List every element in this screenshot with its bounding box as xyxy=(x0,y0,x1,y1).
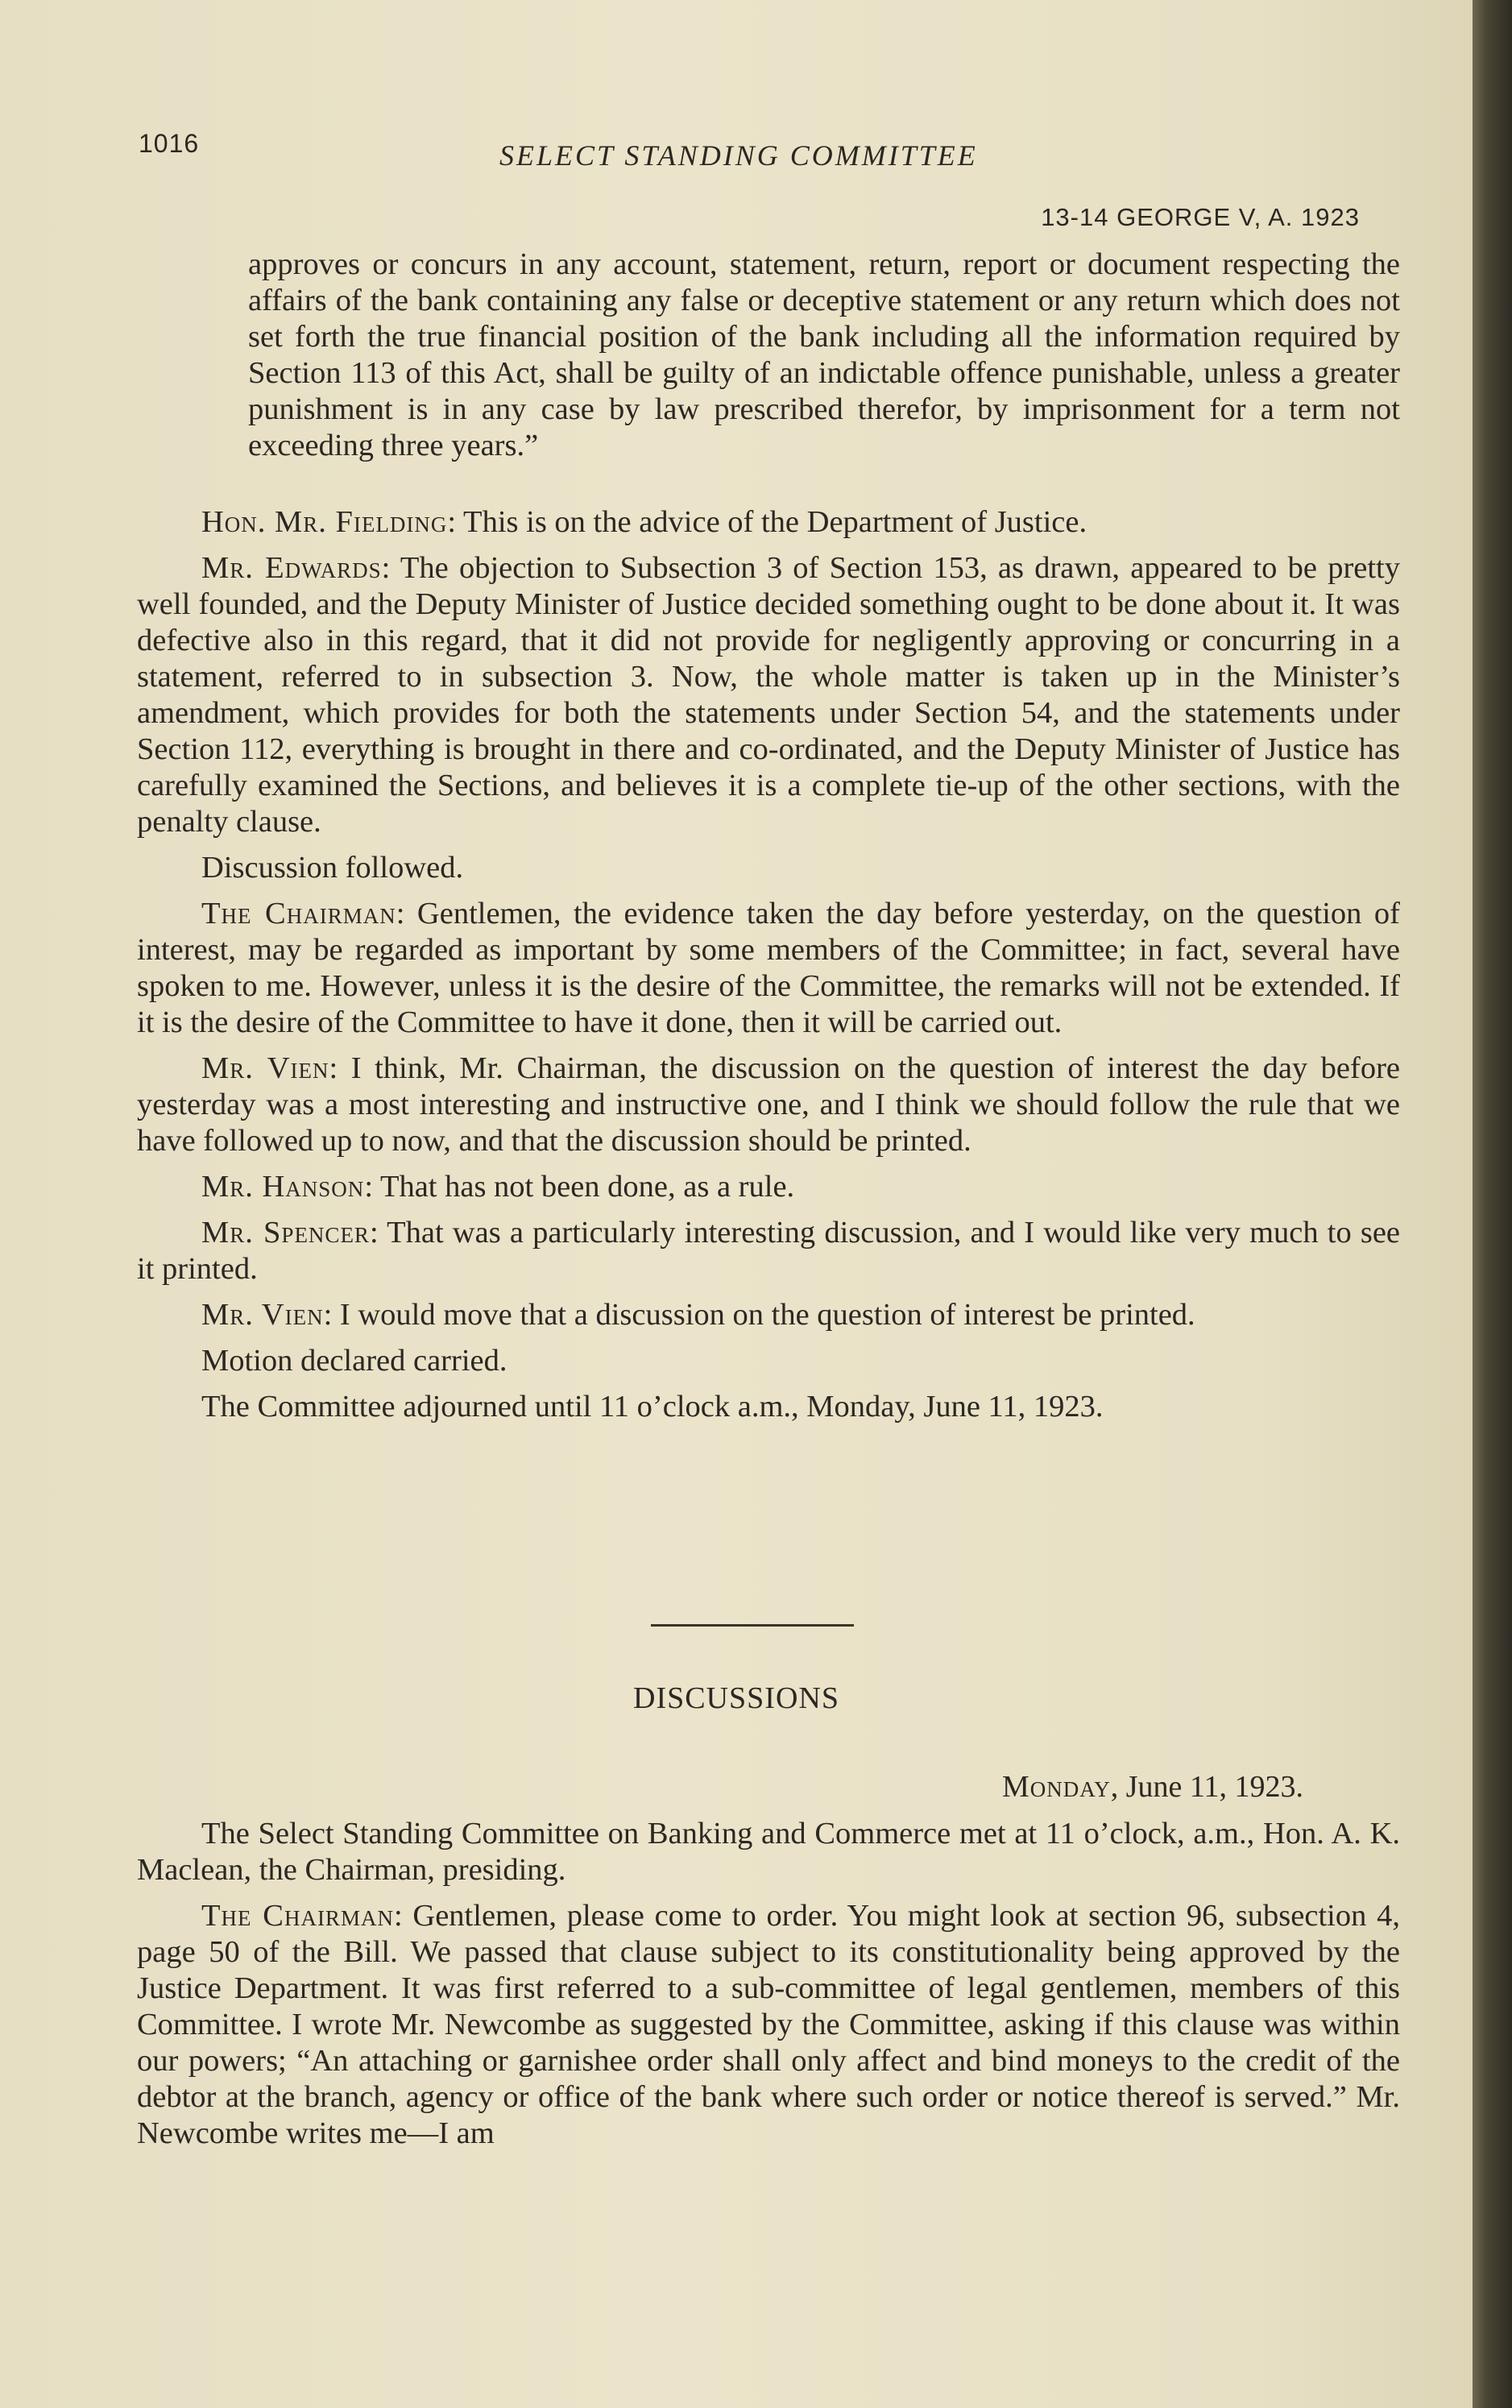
session-reference: 13-14 GEORGE V, A. 1923 xyxy=(1041,203,1360,231)
meeting-date xyxy=(1002,1769,1303,1805)
paragraph-text: Motion declared carried. xyxy=(201,1344,507,1378)
paragraph-text: : The objection to Subsection 3 of Section 153, as drawn, appeared to be pretty well founded, and the Deputy Minister of Justice decided something ought to be done about it. It was defective also in this regard, that it did not provide for negligently approving or concurring in a statement, referred to in subsection 3. Now, the whole matter is taken up in the Minister’s amendment, which provides for both the statements under Section 54, and the statements under Section 112, everything is brought in there and co-ordinated, and the Deputy Minister of Justice has carefully examined the Sections, and believes it is a complete tie-up of the other sections, with the penalty clause. xyxy=(137,551,1400,839)
paragraph xyxy=(137,1215,1400,1287)
discussion-body xyxy=(137,1816,1400,2161)
running-title: SELECT STANDING COMMITTEE xyxy=(499,139,978,172)
paragraph xyxy=(137,1297,1400,1333)
paragraph-text: : I would move that a discussion on the question of interest be printed. xyxy=(323,1298,1195,1332)
speaker: Mr. Spencer xyxy=(201,1216,370,1250)
paragraph xyxy=(137,896,1400,1041)
continuation-paragraph: approves or concurs in any account, statement, return, report or document respecting the affairs of the bank containing any false or deceptive statement or any return which does not set forth the true financial position of the bank including all the information required by Section 113 of this Act, shall be guilty of an indictable offence punishable, unless a greater punishment is in any case by law prescribed therefor, by imprisonment for a term not exceeding three years.” xyxy=(248,247,1400,462)
paragraph-text: : This is on the advice of the Department of Justice. xyxy=(447,505,1087,539)
paragraph xyxy=(137,504,1400,541)
paragraph xyxy=(137,550,1400,840)
paragraph-text: : I think, Mr. Chairman, the discussion on the question of interest the day before yesterday was a most interesting and instructive one, and I think we should follow the rule that we have followed up to now, and that the discussion should be printed. xyxy=(137,1051,1401,1158)
paragraph xyxy=(137,1816,1400,1888)
speaker: Mr. Vien xyxy=(201,1051,329,1085)
paragraph-text: The Committee adjourned until 11 o’clock a.m., Monday, June 11, 1923. xyxy=(201,1390,1104,1424)
paragraph-text: : That has not been done, as a rule. xyxy=(364,1170,795,1204)
date-rest: , June 11, 1923. xyxy=(1110,1770,1303,1804)
paragraph-text: : Gentlemen, the evidence taken the day before yesterday, on the question of interest, may be regarded as important by some members of the Committee; in fact, several have spoken to me. However, unless it is the desire of the Committee, the remarks will not be extended. If it is the desire of the Committee to have it done, then it will be carried out. xyxy=(137,897,1400,1039)
paragraph-text: The Select Standing Committee on Banking and Commerce met at 11 o’clock, a.m., Hon. A. K. Maclean, the Chairman, presiding. xyxy=(137,1817,1400,1887)
paragraph-text: Discussion followed. xyxy=(201,851,464,885)
date-day: Monday xyxy=(1001,1770,1111,1804)
speaker: Mr. Hanson xyxy=(201,1170,365,1204)
paragraph xyxy=(137,1389,1400,1425)
speaker: Mr. Vien xyxy=(201,1298,324,1332)
paragraph-text: : Gentlemen, please come to order. You might look at section 96, subsection 4, page 50 of the Bill. We passed that clause subject to its constitutionality being approved by the Justice Department. It was first referred to a sub-committee of legal gentlemen, members of this Committee. I wrote Mr. Newcombe as suggested by the Committee, asking if this clause was within our powers; “An attaching or garnishee order shall only affect and bind moneys to the credit of the debtor at the branch, agency or office of the bank where such order or notice thereof is served.” Mr. Newcombe writes me—I am xyxy=(137,1899,1400,2150)
paragraph xyxy=(137,1051,1400,1159)
minutes-body xyxy=(137,247,1400,474)
paragraph xyxy=(137,1343,1400,1379)
speaker: The Chairman xyxy=(201,1899,394,1933)
section-heading: DISCUSSIONS xyxy=(633,1681,839,1715)
book-binding-edge xyxy=(1473,0,1512,2408)
paragraph xyxy=(137,1898,1400,2152)
speaker: The Chairman xyxy=(201,897,396,930)
paragraph xyxy=(137,1169,1400,1205)
paragraph-text: : That was a particularly interesting discussion, and I would like very much to see it printed. xyxy=(137,1216,1401,1286)
paragraph xyxy=(137,850,1400,886)
minutes-paragraphs xyxy=(137,504,1400,1435)
section-divider xyxy=(651,1624,854,1627)
page-number: 1016 xyxy=(139,129,200,158)
speaker: Hon. Mr. Fielding xyxy=(201,505,448,539)
speaker: Mr. Edwards xyxy=(201,551,382,585)
